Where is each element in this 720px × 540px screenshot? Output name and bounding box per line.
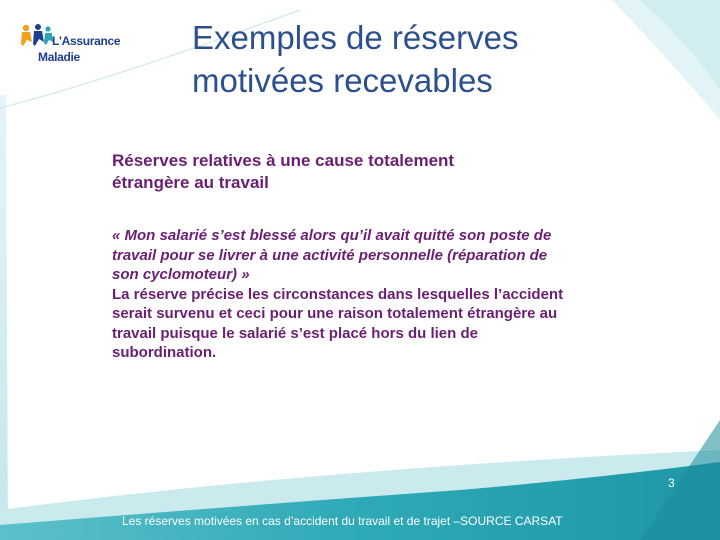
- explanation-line: serait survenu et ceci pour une raison totalement étrangère au: [112, 305, 558, 322]
- explanation-line: travail puisque le salarié s’est placé hors du lien de: [112, 324, 478, 342]
- body-text: [112, 226, 672, 363]
- slide-title-line: Exemples de réserves: [192, 19, 519, 56]
- section-heading: [112, 150, 632, 194]
- logo-text-line2: Maladie: [38, 50, 80, 64]
- section-heading-line: Réserves relatives à une cause totalement: [112, 151, 455, 170]
- assurance-maladie-logo: [16, 20, 126, 78]
- quote-line: son cyclomoteur) »: [112, 266, 250, 283]
- section-heading-line: étrangère au travail: [112, 173, 269, 192]
- explanation-line: subordination.: [112, 344, 217, 361]
- left-strip: [0, 95, 8, 540]
- slide-title: [192, 16, 612, 102]
- footer-text: Les réserves motivées en cas d’accident du travail et de trajet –SOURCE CARSAT: [122, 514, 563, 528]
- explanation-paragraph: [112, 285, 672, 363]
- slide-title-line: motivées recevables: [192, 62, 493, 99]
- explanation-line: La réserve précise les circonstances dans lesquelles l’accident: [112, 285, 564, 303]
- quote-line: « Mon salarié s’est blessé alors qu’il avait quitté son poste de: [112, 227, 552, 244]
- page-number: 3: [668, 476, 675, 490]
- quote-line: travail pour se livrer à une activité personnelle (réparation de: [112, 246, 548, 264]
- example-quote: [112, 226, 672, 285]
- logo-text-line1: L'Assurance: [52, 34, 121, 48]
